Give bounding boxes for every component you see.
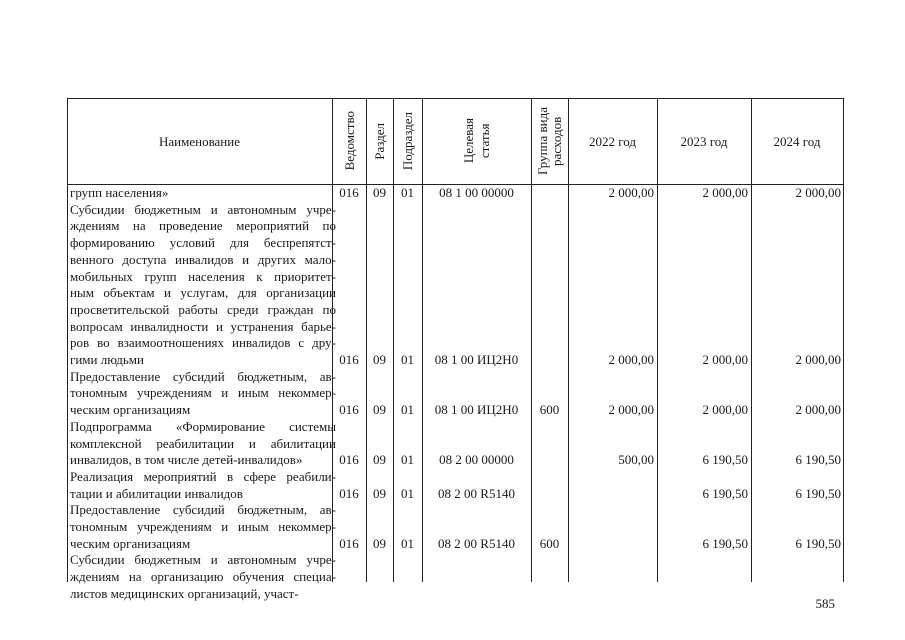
row-name-line: ческим организациям [70, 535, 191, 551]
vedomstvo-cell: 016 [339, 485, 359, 501]
header-podrazdel: Подраздел [400, 111, 415, 171]
header-name: Наименование [159, 133, 240, 149]
celevaya-cell: 08 1 00 ИЦ2Н0 [434, 402, 519, 418]
row-name-line: вопросам инвалидности и устранения барье- [70, 318, 336, 334]
celevaya-cell: 08 2 00 R5140 [438, 535, 515, 551]
row-name [70, 502, 336, 552]
podrazdel-cell: 01 [401, 535, 414, 551]
row-name [70, 202, 336, 369]
razdel-cell: 09 [373, 185, 386, 200]
razdel-cell: 09 [373, 402, 386, 418]
amount-2023-cell: 2 000,00 [702, 185, 748, 200]
row-name-line: ждениям на организацию обучения специа- [70, 569, 336, 585]
vedomstvo-cell: 016 [339, 452, 359, 468]
row-name-line: листов медицинских организаций, участ- [70, 585, 299, 601]
amount-2023-cell: 6 190,50 [702, 535, 748, 551]
row-name-line: инвалидов, в том числе детей-инвалидов» [70, 452, 303, 468]
header-2024: 2024 год [773, 133, 821, 149]
row-name-line: комплексной реабилитации и абилитации [70, 435, 336, 451]
gruppa-cell: 600 [539, 402, 560, 418]
amount-2024-cell: 6 190,50 [795, 535, 841, 551]
row-name-line: тации и абилитации инвалидов [70, 485, 243, 501]
row-name-line: Субсидии бюджетным и автономным учре- [70, 552, 336, 568]
row-name [70, 419, 336, 469]
row-name [70, 369, 336, 419]
row-name-line: тономным учреждениям и иным некоммер- [70, 519, 336, 534]
celevaya-cell: 08 1 00 00000 [439, 185, 514, 200]
row-name-line: групп населения» [70, 185, 169, 200]
row-name [70, 552, 336, 602]
row-name-line: ческим организациям [70, 402, 191, 418]
amount-2024-cell: 2 000,00 [795, 185, 841, 200]
row-name-line: мобильных групп населения к приоритет- [70, 268, 336, 284]
amount-2022-cell: 2 000,00 [608, 185, 654, 200]
amount-2024-cell: 2 000,00 [795, 352, 841, 367]
amount-2024-cell: 2 000,00 [795, 402, 841, 418]
razdel-cell: 09 [373, 452, 386, 468]
vedomstvo-cell: 016 [339, 185, 359, 200]
row-name-line: Предоставление субсидий бюджетным, ав- [70, 368, 336, 384]
row-name-line: просветительской работы среди граждан по [70, 301, 336, 317]
row-name-line: ждениям на проведение мероприятий по [70, 218, 336, 234]
amount-2022-cell: 2 000,00 [608, 352, 654, 367]
header-vedomstvo: Ведомство [341, 111, 357, 171]
amount-2024-cell: 6 190,50 [795, 452, 841, 468]
row-name-line: Реализация мероприятий в сфере реабили- [70, 468, 336, 484]
vedomstvo-cell: 016 [339, 535, 359, 551]
podrazdel-cell: 01 [401, 485, 414, 501]
header-gruppa: Группа вида расходов [534, 107, 564, 175]
amount-2023-cell: 2 000,00 [702, 402, 748, 418]
celevaya-cell: 08 2 00 00000 [439, 452, 514, 468]
header-2022: 2022 год [589, 133, 636, 149]
row-name-line: ров во взаимоотношениях инвалидов с дру- [70, 335, 336, 351]
podrazdel-cell: 01 [401, 402, 414, 418]
amount-2022-cell: 500,00 [618, 452, 654, 468]
row-name-line: ным объектам и услугам, для организации [70, 285, 336, 301]
row-name-line: Субсидии бюджетным и автономным учре- [70, 201, 336, 217]
podrazdel-cell: 01 [401, 352, 414, 367]
vedomstvo-cell: 016 [339, 402, 359, 418]
row-name-line: Подпрограмма «Формирование системы [70, 418, 336, 434]
row-name-line: формированию условий для беспрепятст- [70, 235, 336, 251]
celevaya-cell: 08 1 00 ИЦ2Н0 [434, 352, 519, 367]
row-name-line: гими людьми [70, 352, 144, 368]
podrazdel-cell: 01 [401, 185, 414, 200]
page-number: 585 [815, 596, 835, 611]
row-name [70, 185, 336, 202]
razdel-cell: 09 [373, 485, 386, 501]
gruppa-cell: 600 [539, 535, 560, 551]
podrazdel-cell: 01 [401, 452, 414, 468]
amount-2023-cell: 2 000,00 [702, 352, 748, 367]
header-celevaya: Целевая статья [460, 118, 492, 164]
row-name-line: тономным учреждениям и иным некоммер- [70, 385, 336, 401]
row-name [70, 469, 336, 502]
budget-table [67, 98, 844, 601]
celevaya-cell: 08 2 00 R5140 [438, 485, 515, 501]
razdel-cell: 09 [373, 535, 386, 551]
row-name-line: венного доступа инвалидов и других мало- [70, 251, 336, 267]
amount-2022-cell: 2 000,00 [608, 402, 654, 418]
razdel-cell: 09 [373, 352, 386, 367]
amount-2023-cell: 6 190,50 [702, 485, 748, 501]
row-name-line: Предоставление субсидий бюджетным, ав- [70, 502, 336, 518]
header-2023: 2023 год [680, 133, 728, 149]
amount-2023-cell: 6 190,50 [702, 452, 748, 468]
header-razdel: Раздел [372, 122, 387, 160]
amount-2024-cell: 6 190,50 [795, 485, 841, 501]
vedomstvo-cell: 016 [339, 352, 359, 367]
